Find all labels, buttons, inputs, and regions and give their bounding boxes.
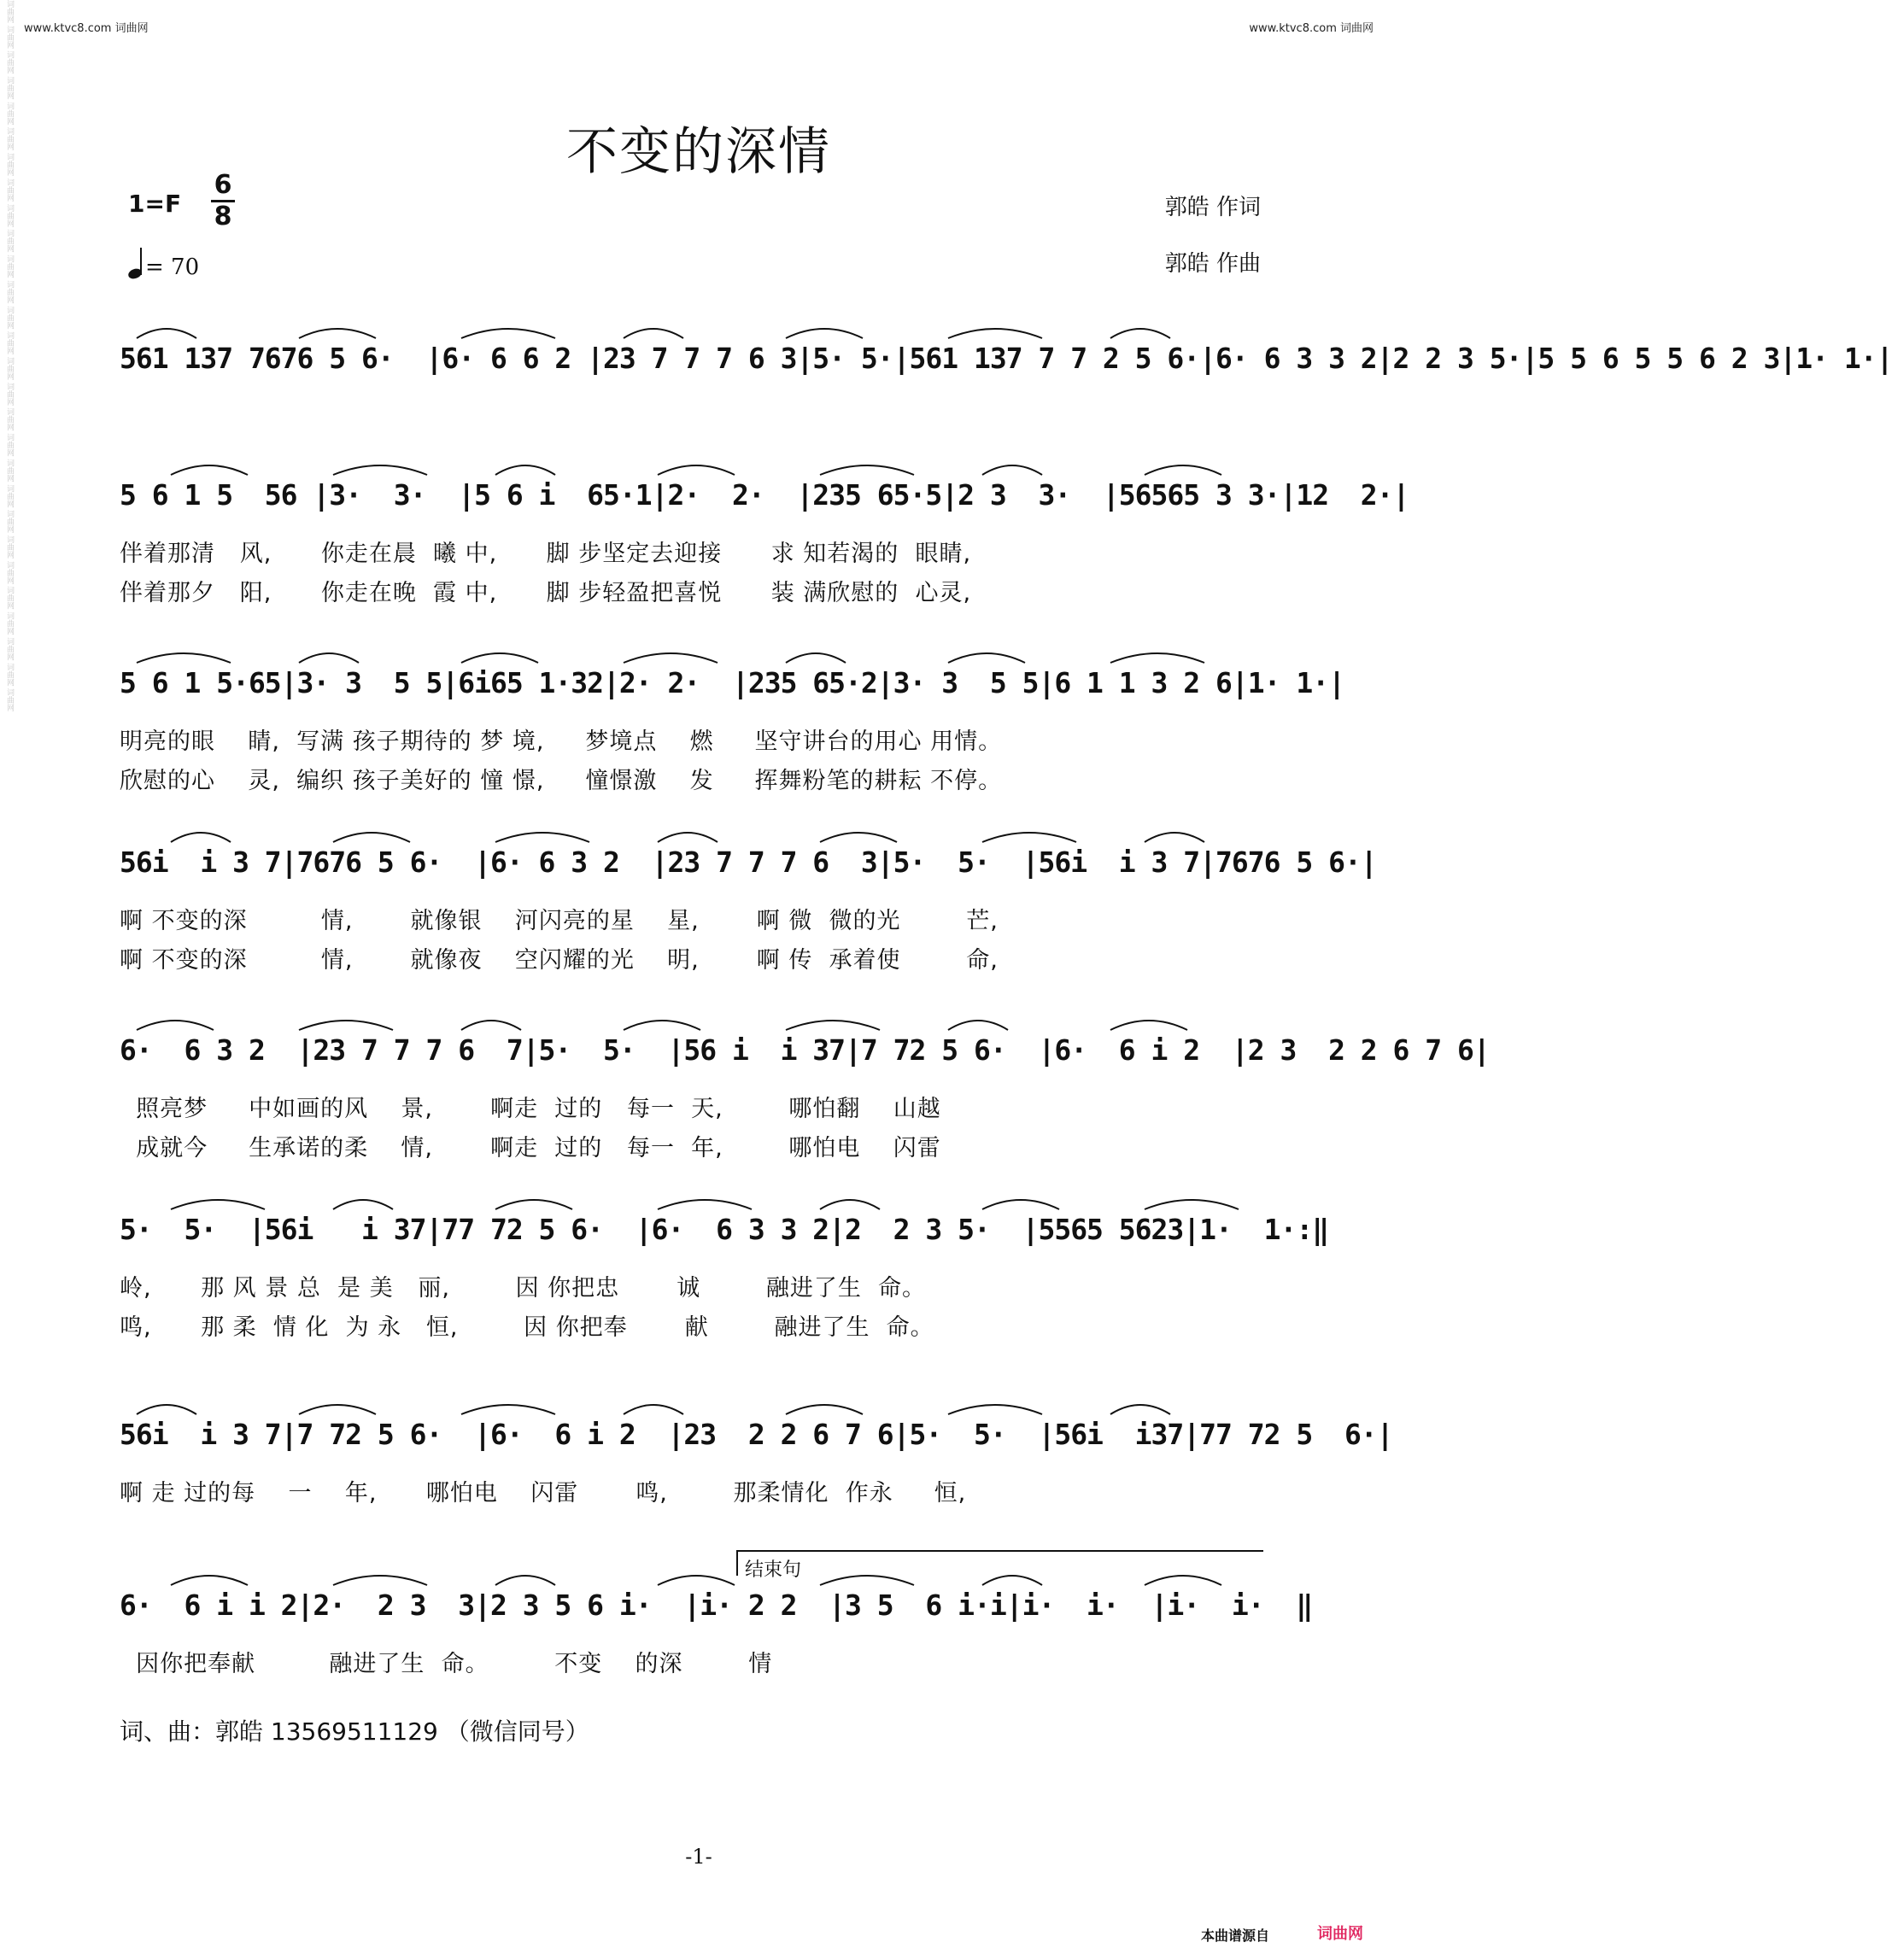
slur-arc <box>1145 1200 1239 1209</box>
song-title: 不变的深情 <box>566 122 831 182</box>
composer-credit: 郭皓 作曲 <box>1164 251 1261 277</box>
slur-arc <box>820 1200 880 1209</box>
lyric-line-verse1: 啊 不变的深 情, 就像银 河闪亮的星 星, 啊 微 微的光 芒, <box>120 908 999 934</box>
header-site-right[interactable]: www.ktvc8.com 词曲网 <box>1249 22 1374 35</box>
meter-bottom: 8 <box>214 202 232 231</box>
lyric-line-verse2: 伴着那夕 阳, 你走在晚 霞 中, 脚 步轻盈把喜悦 装 满欣慰的 心灵, <box>120 580 972 606</box>
lyric-line-verse2: 啊 不变的深 情, 就像夜 空闪耀的光 明, 啊 传 承着使 命, <box>120 947 999 974</box>
slur-arc <box>1145 1576 1221 1585</box>
slur-arc <box>461 1021 521 1030</box>
slur-arc <box>948 653 1025 663</box>
slur-arc <box>333 833 410 842</box>
lyric-line-verse1: 岭, 那 风 景 总 是 美 丽, 因 你把忠 诚 融进了生 命。 <box>120 1275 927 1302</box>
slur-arc <box>982 833 1076 842</box>
slur-arc <box>495 1576 555 1585</box>
slur-arc <box>461 653 538 663</box>
slur-arc <box>137 329 196 338</box>
slur-arc <box>624 1021 700 1030</box>
page-number: -1- <box>685 1845 712 1869</box>
slur-arc <box>948 1405 1042 1414</box>
slur-arc <box>1110 1405 1170 1414</box>
slur-arc <box>820 833 897 842</box>
slur-arc <box>137 1021 214 1030</box>
lyric-line-verse2: 鸣, 那 柔 情 化 为 永 恒, 因 你把奉 献 融进了生 命。 <box>120 1314 934 1341</box>
slur-arc <box>495 465 555 475</box>
footer-source-label: 本曲谱源自 <box>1200 1928 1269 1944</box>
slur-arc <box>786 1405 863 1414</box>
notation-line: 56i i 3 7|7676 5 6· |6· 6 3 2 |23 7 7 7 6 3|5· 5· |56i i 3 7|7676 5 6·| <box>120 845 1377 879</box>
key-signature: 1=F <box>128 190 182 218</box>
slur-arc <box>658 1200 752 1209</box>
slur-arc <box>982 465 1042 475</box>
notation-line: 561 137 7676 5 6· |6· 6 6 2 |23 7 7 7 6 3|5· 5·|561 137 7 7 2 5 6·|6· 6 3 3 2|2 2 3 5·|5 5 6 5 5 6 2 3|1· 1·| <box>120 342 1892 375</box>
side-watermark: 词曲网 词曲网 词曲网 词曲网 词曲网 词曲网 词曲网 词曲网 词曲网 词曲网 词曲网 词曲网 词曲网 词曲网 词曲网 词曲网 词曲网 词曲网 词曲网 词曲网 词曲网 词曲网 词曲网 词曲网 词曲网 词曲网 词曲网 词曲网 <box>5 0 14 712</box>
slur-arc <box>299 1021 393 1030</box>
slur-arc <box>171 1576 248 1585</box>
lyric-line-verse1: 伴着那清 风, 你走在晨 曦 中, 脚 步坚定去迎接 求 知若渴的 眼睛, <box>120 541 972 567</box>
slur-arc <box>461 329 555 338</box>
tempo-value: = 70 <box>145 255 200 280</box>
notation-line: 5 6 1 5·65|3· 3 5 5|6i65 1·32|2· 2· |235 65·2|3· 3 5 5|6 1 1 3 2 6|1· 1·| <box>120 666 1344 699</box>
slur-arc <box>786 1021 880 1030</box>
slur-arc <box>299 1405 376 1414</box>
slur-arc <box>786 329 863 338</box>
lyric-line-verse2: 欣慰的心 灵, 编织 孩子美好的 憧 憬, 憧憬激 发 挥舞粉笔的耕耘 不停。 <box>120 768 1003 794</box>
slur-arc <box>820 465 914 475</box>
slur-arc <box>333 465 427 475</box>
slur-arc <box>982 1200 1059 1209</box>
slur-arc <box>1145 833 1204 842</box>
notation-line: 6· 6 i i 2|2· 2 3 3|2 3 5 6 i· |i· 2 2 |3 5 6 i·i|i· i· |i· i· ‖ <box>120 1588 1313 1622</box>
lyric-line-verse1: 因你把奉献 融进了生 命。 不变 的深 情 <box>120 1651 773 1677</box>
slur-arc <box>1110 653 1204 663</box>
lyric-line-verse1: 啊 走 过的每 一 年, 哪怕电 闪雷 鸣, 那柔情化 作永 恒, <box>120 1480 967 1507</box>
slur-arc <box>495 833 589 842</box>
slur-arc <box>658 833 718 842</box>
slur-arc <box>658 1576 735 1585</box>
contact-info: 词、曲：郭皓 13569511129 （微信同号） <box>120 1717 589 1746</box>
lyricist-credit: 郭皓 作词 <box>1164 195 1261 220</box>
notation-line: 6· 6 3 2 |23 7 7 7 6 7|5· 5· |56 i i 37|7 72 5 6· |6· 6 i 2 |2 3 2 2 6 7 6| <box>120 1033 1490 1067</box>
meter-top: 6 <box>214 170 232 200</box>
slur-arc <box>624 329 683 338</box>
slur-arc <box>624 653 718 663</box>
slur-arc <box>137 653 231 663</box>
slur-arc <box>1110 1021 1187 1030</box>
slur-arc <box>171 1200 265 1209</box>
slur-arc <box>461 1405 555 1414</box>
slur-arc <box>982 1576 1042 1585</box>
slur-arc <box>333 1576 427 1585</box>
lyric-line-verse1: 明亮的眼 睛, 写满 孩子期待的 梦 境, 梦境点 燃 坚守讲台的用心 用情。 <box>120 728 1003 755</box>
footer-brand-link[interactable]: 词曲网 <box>1317 1925 1363 1943</box>
slur-arc <box>948 329 1042 338</box>
slur-arc <box>495 1200 572 1209</box>
slur-arc <box>658 465 735 475</box>
lyric-line-verse1: 照亮梦 中如画的风 景, 啊走 过的 每一 天, 哪怕翻 山越 <box>120 1096 941 1122</box>
slur-arc <box>299 653 359 663</box>
notation-line: 56i i 3 7|7 72 5 6· |6· 6 i 2 |23 2 2 6 7 6|5· 5· |56i i37|77 72 5 6·| <box>120 1418 1393 1451</box>
slur-arc <box>1110 329 1170 338</box>
slur-arc <box>1145 465 1221 475</box>
slur-arc <box>171 465 248 475</box>
slur-arc <box>820 1576 914 1585</box>
slur-arc <box>948 1021 1008 1030</box>
notation-line: 5 6 1 5 56 |3· 3· |5 6 i 65·1|2· 2· |235 65·5|2 3 3· |56565 3 3·|12 2·| <box>120 478 1409 512</box>
slur-arc <box>333 1200 393 1209</box>
slur-arc <box>171 833 231 842</box>
header-site-left[interactable]: www.ktvc8.com 词曲网 <box>24 22 149 35</box>
lyric-line-verse2: 成就今 生承诺的柔 情, 啊走 过的 每一 年, 哪怕电 闪雷 <box>120 1135 941 1161</box>
slur-arc <box>624 1405 683 1414</box>
slur-arc <box>786 653 846 663</box>
slur-arc <box>299 329 376 338</box>
slur-arc <box>137 1405 196 1414</box>
ending-label: 结束句 <box>745 1559 802 1581</box>
notation-line: 5· 5· |56i i 37|77 72 5 6· |6· 6 3 3 2|2 2 3 5· |5565 5623|1· 1·:‖ <box>120 1213 1329 1246</box>
